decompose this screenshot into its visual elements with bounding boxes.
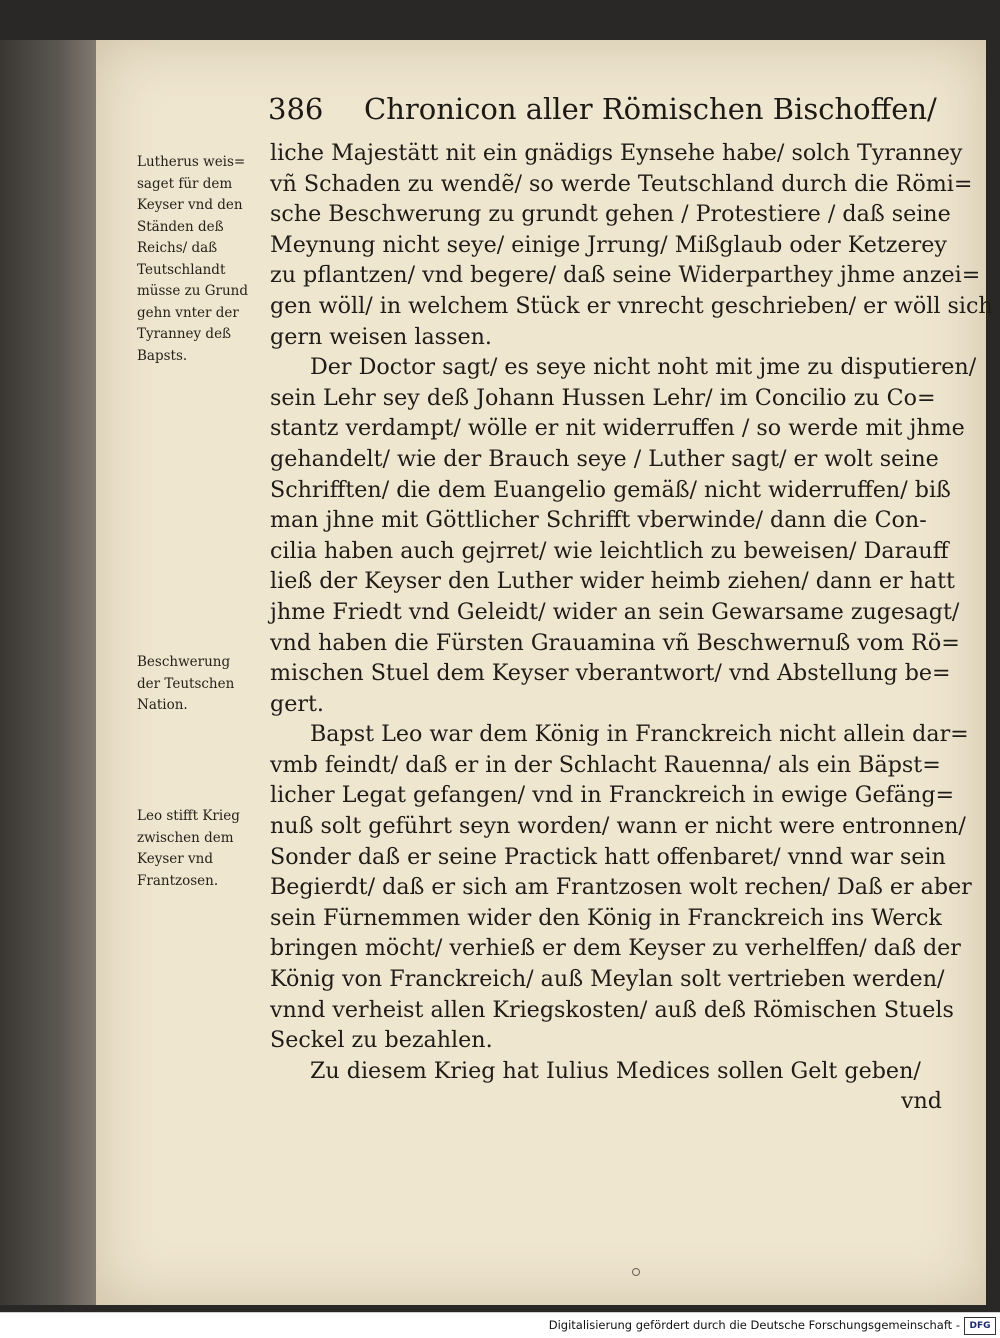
page-header	[268, 92, 968, 136]
paragraph-start-line: Der Doctor sagt/ es seye nicht noht mit jme zu disputieren/	[310, 354, 977, 381]
page-number: 386	[268, 92, 324, 126]
paragraph-start-line: Zu diesem Krieg hat Iulius Medices sollen Gelt geben/	[310, 1057, 921, 1084]
marginal-line: Nation.	[137, 697, 188, 713]
text-line: jhme Friedt vnd Geleidt/ wider an sein Gewarsame zugesagt/	[270, 598, 960, 625]
text-line: sein Fürnemmen wider den König in Franckreich ins Werck	[270, 904, 942, 931]
text-line: gehandelt/ wie der Brauch seye / Luther sagt/ er wolt seine	[270, 445, 939, 472]
text-line: König von Franckreich/ auß Meylan solt vertrieben werden/	[270, 966, 945, 993]
marginal-note	[137, 806, 240, 892]
text-line: sein Lehr sey deß Johann Hussen Lehr/ im Concilio zu Co=	[270, 384, 936, 411]
text-line: vmb feindt/ daß er in der Schlacht Rauenna/ als ein Bäpst=	[270, 751, 941, 778]
text-line: licher Legat gefangen/ vnd in Franckreich in ewige Gefäng=	[270, 782, 955, 809]
text-line: liche Majestätt nit ein gnädigs Eynsehe habe/ solch Tyranney	[270, 140, 963, 166]
text-line: cilia haben auch gejrret/ wie leichtlich zu beweisen/ Darauff	[270, 537, 949, 564]
catchword: vnd	[900, 1088, 942, 1115]
text-line: Meynung nicht seye/ einige Jrrung/ Mißglaub oder Ketzerey	[270, 231, 947, 258]
marginal-line: Beschwerung	[137, 654, 231, 670]
text-line: gert.	[270, 690, 324, 717]
marginal-note	[137, 652, 234, 717]
marginal-line: Leo stifft Krieg	[137, 808, 240, 824]
text-line: zu pflantzen/ vnd begere/ daß seine Widerparthey jhme anzei=	[270, 262, 981, 289]
marginal-line: gehn vnter der	[137, 304, 239, 321]
marginal-line: Lutherus weis=	[137, 154, 246, 170]
marginal-line: Ständen deß	[137, 218, 224, 235]
text-line: vnnd verheist allen Kriegskosten/ auß deß Römischen Stuels	[270, 996, 954, 1023]
text-line: Begierdt/ daß er sich am Frantzosen wolt rechen/ Daß er aber	[270, 874, 972, 901]
text-line: gern weisen lassen.	[270, 323, 492, 350]
marginal-note	[137, 152, 248, 367]
marginal-line: Bapsts.	[137, 347, 188, 364]
text-line: Seckel zu bezahlen.	[270, 1027, 493, 1054]
marginal-line: der Teutschen	[137, 675, 235, 692]
text-line: Schrifften/ die dem Euangelio gemäß/ nicht widerruffen/ biß	[270, 476, 951, 503]
text-line: sche Beschwerung zu grundt gehen / Protestiere / daß seine	[270, 201, 951, 228]
marginal-line: Keyser vnd den	[137, 197, 243, 213]
marginal-line: Keyser vnd	[137, 851, 213, 867]
marginal-line: zwischen dem	[137, 829, 234, 846]
text-line: vñ Schaden zu wendẽ/ so werde Teutschland durch die Römi=	[270, 170, 973, 197]
footer-credit: Digitalisierung gefördert durch die Deutsche Forschungsgemeinschaft -	[548, 1318, 960, 1332]
dfg-logo: DFG	[964, 1317, 996, 1335]
text-line: mischen Stuel dem Keyser vberantwort/ vnd Abstellung be=	[270, 660, 951, 687]
text-line: stantz verdampt/ wölle er nit widerruffen / so werde mit jhme	[270, 415, 965, 442]
text-line: nuß solt geführt seyn worden/ wann er nicht were entronnen/	[270, 813, 966, 840]
marginal-line: Frantzosen.	[137, 872, 219, 889]
main-text-block	[270, 138, 993, 1117]
marginal-line: Reichs/ daß	[137, 240, 218, 256]
marginal-line: saget für dem	[137, 175, 233, 192]
text-line: gen wöll/ in welchem Stück er vnrecht geschrieben/ er wöll sich	[270, 292, 993, 319]
text-line: ließ der Keyser den Luther wider heimb ziehen/ dann er hatt	[270, 568, 955, 595]
facing-page-edge	[0, 40, 96, 1305]
text-line: Sonder daß er seine Practick hatt offenbaret/ vnnd war sein	[270, 843, 946, 870]
marginal-line: müsse zu Grund	[137, 283, 248, 299]
page-blemish	[632, 1268, 640, 1276]
text-line: vnd haben die Fürsten Grauamina vñ Beschwernuß vom Rö=	[270, 629, 960, 656]
running-title: Chronicon aller Römischen Bischoffen/	[364, 92, 937, 126]
paragraph-start-line: Bapst Leo war dem König in Franckreich nicht allein dar=	[310, 721, 969, 748]
digitization-footer	[0, 1312, 1000, 1338]
marginal-line: Tyranney deß	[137, 326, 232, 342]
text-line: man jhne mit Göttlicher Schrifft vberwinde/ dann die Con-	[270, 507, 927, 534]
marginal-line: Teutschlandt	[137, 261, 226, 278]
text-line: bringen möcht/ verhieß er dem Keyser zu verhelffen/ daß der	[270, 935, 961, 962]
